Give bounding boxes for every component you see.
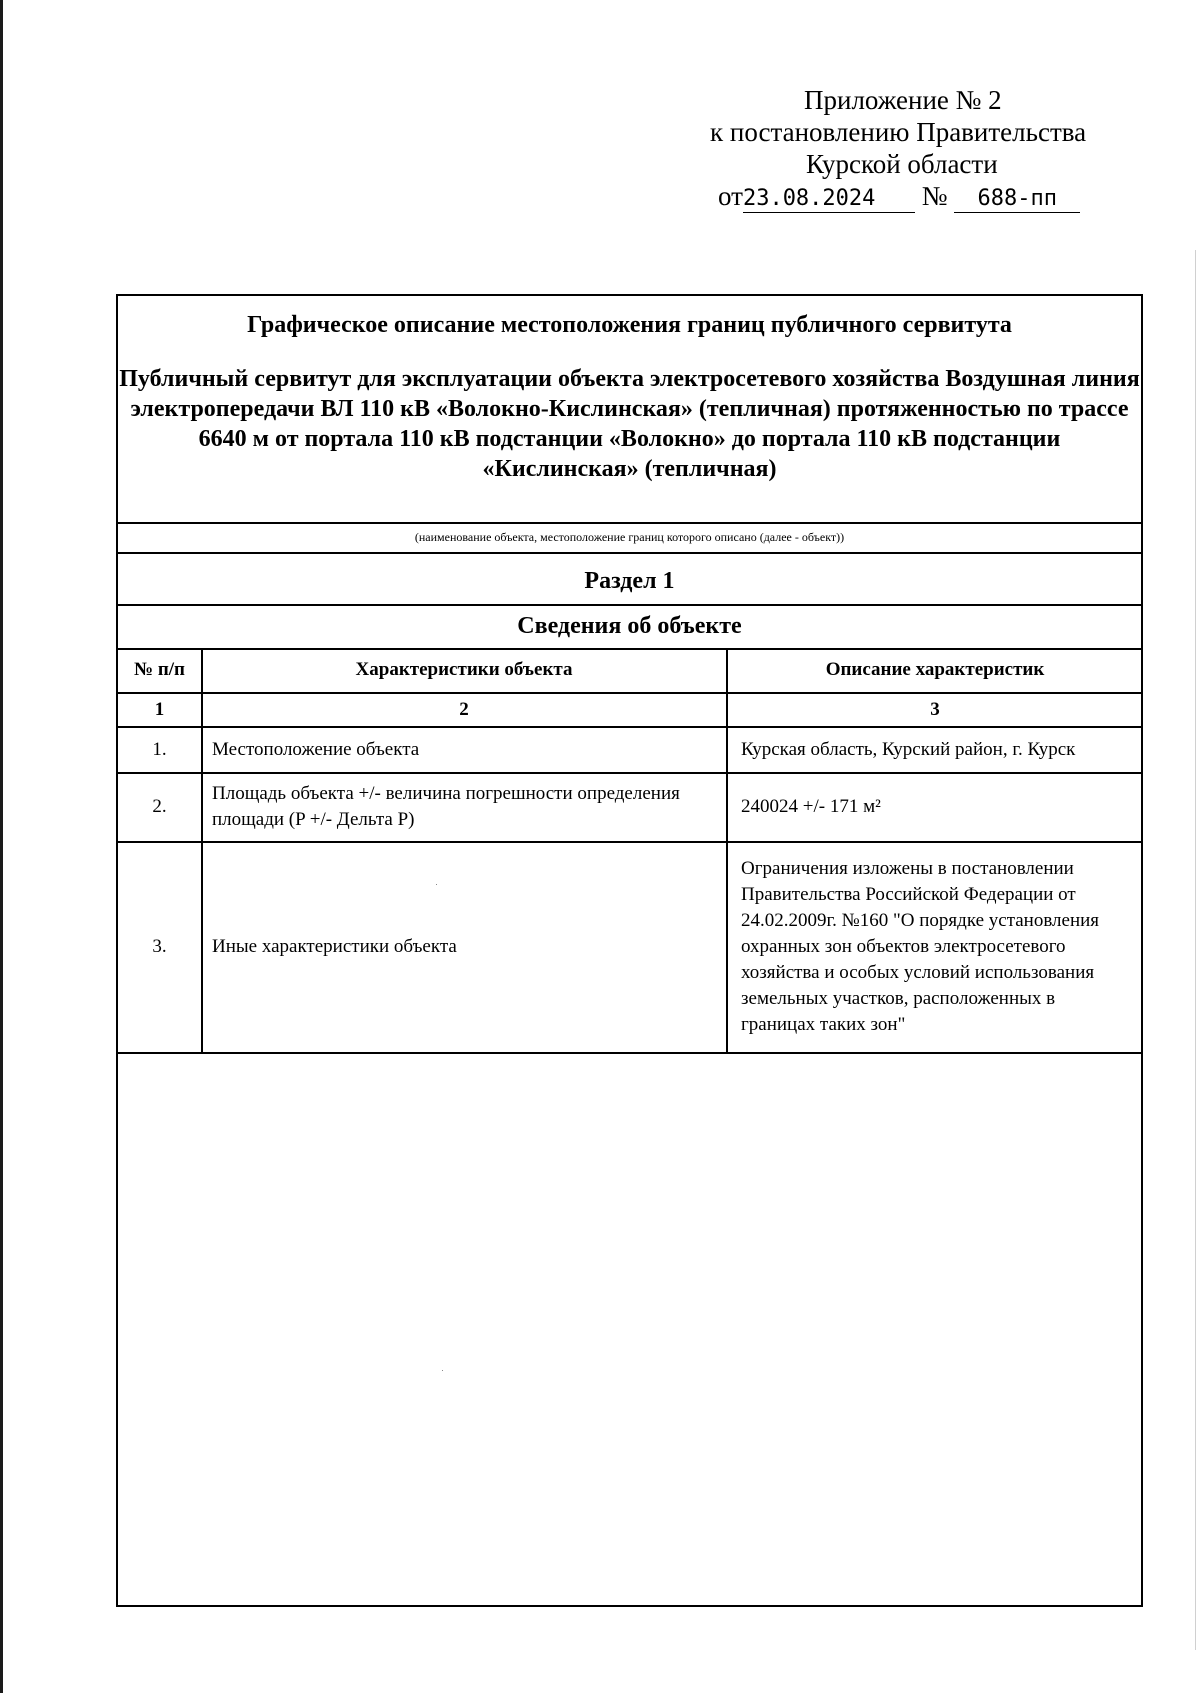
row-description: 240024 +/- 171 м² bbox=[741, 796, 881, 817]
object-name-caption: (наименование объекта, местоположение границ которого описано (далее - объект)) bbox=[414, 530, 845, 544]
row-number: 1. bbox=[152, 738, 167, 760]
scan-edge-line bbox=[0, 0, 3, 1693]
section-heading: Сведения об объекте bbox=[517, 613, 742, 639]
resolution-number: 688-пп bbox=[954, 186, 1080, 213]
title-block bbox=[118, 296, 1141, 522]
row-number: 3. bbox=[152, 935, 167, 957]
number-label: № bbox=[921, 181, 948, 211]
appendix-number: Приложение № 2 bbox=[804, 85, 1002, 115]
scan-speck bbox=[442, 1370, 443, 1371]
column-number: 2 bbox=[459, 698, 469, 720]
document-frame bbox=[116, 294, 1143, 1607]
scan-edge-line-right bbox=[1195, 250, 1196, 1650]
divider bbox=[118, 552, 1141, 554]
row-description: Ограничения изложены в постановлении Правительства Российской Федерации от 24.02.2009г. №160 "О порядке установления охранных зон объектов электросетевого хозяйства и особых условий использования земельных участков, расположенных в границах таких зон" bbox=[741, 857, 1100, 1035]
date-label: от bbox=[718, 181, 743, 211]
row-characteristic: Иные характеристики объекта bbox=[212, 935, 457, 957]
appendix-header bbox=[640, 84, 1160, 213]
row-characteristic bbox=[202, 773, 726, 841]
appendix-region: Курской области bbox=[806, 149, 998, 179]
row-characteristic: Местоположение объекта bbox=[212, 738, 420, 760]
row-divider bbox=[118, 1052, 1141, 1054]
object-info-table bbox=[118, 648, 1141, 1052]
resolution-date: 23.08.2024 bbox=[743, 186, 915, 213]
header-description: Описание характеристик bbox=[825, 659, 1045, 680]
header-characteristic: Характеристики объекта bbox=[355, 659, 573, 680]
appendix-date-line bbox=[640, 180, 1160, 213]
column-number: 1 bbox=[154, 698, 165, 720]
appendix-resolution-ref: к постановлению Правительства bbox=[710, 117, 1087, 147]
row-description: Курская область, Курский район, г. Курск bbox=[741, 738, 1076, 760]
column-number: 3 bbox=[930, 698, 940, 720]
section-label: Раздел 1 bbox=[584, 568, 675, 594]
scan-speck bbox=[436, 884, 437, 885]
document-title: Графическое описание местоположения границ публичного сервитута bbox=[247, 312, 1012, 338]
header-row-number: № п/п bbox=[133, 659, 186, 680]
row-characteristic-text: Площадь объекта +/- величина погрешности определения площади (P +/- Дельта P) bbox=[212, 783, 680, 830]
row-number: 2. bbox=[152, 796, 167, 817]
object-name: Публичный сервитут для эксплуатации объекта электросетевого хозяйства Воздушная линия электропередачи ВЛ 110 кВ «Волокно-Кислинская» (тепличная) протяженностью по трассе 6640 м от портала 110 кВ подстанции «Волокно» до портала 110 кВ подстанции «Кислинская» (тепличная) bbox=[119, 366, 1140, 482]
